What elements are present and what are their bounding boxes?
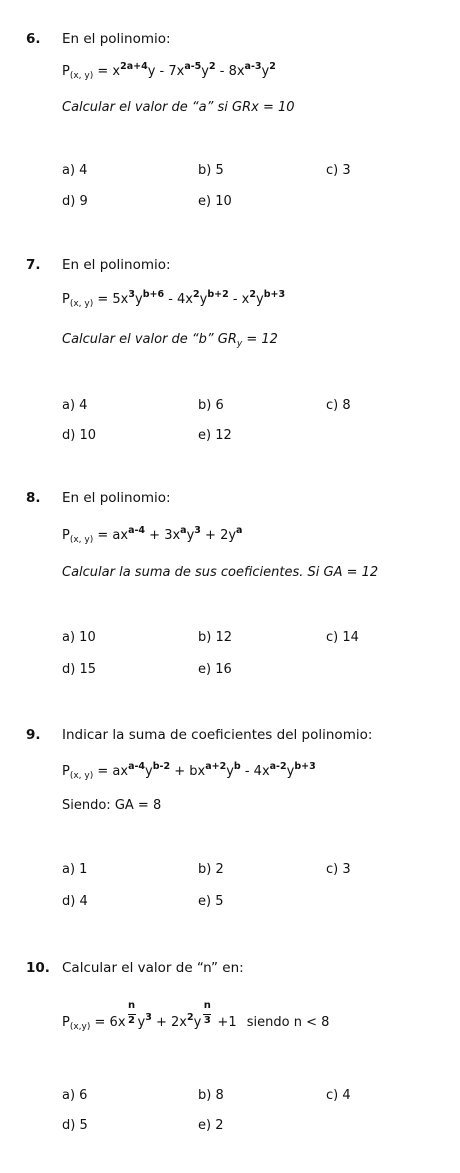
problem-header: En el polinomio: bbox=[62, 490, 171, 506]
problem-number: 8. bbox=[26, 490, 41, 506]
option-b: b) 6 bbox=[198, 398, 224, 413]
option-c: c) 14 bbox=[326, 630, 359, 645]
option-a: a) 4 bbox=[62, 163, 88, 178]
option-e: e) 16 bbox=[198, 662, 232, 677]
option-d: d) 9 bbox=[62, 194, 88, 209]
polynomial-formula: $P_{(x, y)} = 5x^3y^{b+6} - 4x^2y^{b+2} - x^2y^{b+3}$ bbox=[62, 289, 286, 309]
option-d: d) 4 bbox=[62, 894, 88, 909]
option-b: b) 12 bbox=[198, 630, 232, 645]
option-e: e) 5 bbox=[198, 894, 224, 909]
option-a: a) 1 bbox=[62, 862, 88, 877]
polynomial-formula: $P_{(x,y)} = 6x$ $\frac{n}{2}$ $y^3 + 2x^2y$ $\frac{n}{3}$ +1 siendo n < 8 bbox=[62, 1000, 330, 1032]
option-d: d) 15 bbox=[62, 662, 96, 677]
polynomial-formula: $P_{(x, y)} = ax^{a-4}y^{b-2} + bx^{a+2}y^b - 4x^{a-2}y^{b+3}$ bbox=[62, 761, 316, 781]
option-e: e) 12 bbox=[198, 428, 232, 443]
polynomial-formula: $P_{(x, y)} = ax^{a-4} + 3x^ay^3 + 2y^a$ bbox=[62, 525, 243, 545]
polynomial-formula: $P_{(x, y)} = x^{2a+4}y - 7x^{a-5}y^2 - 8x^{a-3}y^2$ bbox=[62, 61, 276, 81]
problem-prompt: Calcular el valor de “a” si GRx = 10 bbox=[62, 100, 295, 115]
option-a: a) 4 bbox=[62, 398, 88, 413]
option-b: b) 5 bbox=[198, 163, 224, 178]
option-b: b) 2 bbox=[198, 862, 224, 877]
option-d: d) 10 bbox=[62, 428, 96, 443]
option-c: c) 4 bbox=[326, 1088, 351, 1103]
option-c: c) 8 bbox=[326, 398, 351, 413]
option-a: a) 10 bbox=[62, 630, 96, 645]
problem-prompt: Calcular la suma de sus coeficientes. Si GA = 12 bbox=[62, 565, 379, 580]
option-c: c) 3 bbox=[326, 862, 351, 877]
problem-number: 6. bbox=[26, 31, 41, 47]
problem-number: 7. bbox=[26, 257, 41, 273]
option-d: d) 5 bbox=[62, 1118, 88, 1133]
option-b: b) 8 bbox=[198, 1088, 224, 1103]
problem-header: En el polinomio: bbox=[62, 31, 171, 47]
option-a: a) 6 bbox=[62, 1088, 88, 1103]
option-c: c) 3 bbox=[326, 163, 351, 178]
problem-header: Calcular el valor de “n” en: bbox=[62, 960, 244, 976]
formula-condition: siendo n < 8 bbox=[246, 1015, 330, 1030]
problem-number: 9. bbox=[26, 727, 41, 743]
option-e: e) 10 bbox=[198, 194, 232, 209]
problem-header: Indicar la suma de coeficientes del polinomio: bbox=[62, 727, 373, 743]
problem-prompt: Calcular el valor de “b” $GR_y = 12$ bbox=[62, 332, 278, 349]
problem-prompt: Siendo: GA = 8 bbox=[62, 798, 162, 813]
problem-header: En el polinomio: bbox=[62, 257, 171, 273]
option-e: e) 2 bbox=[198, 1118, 224, 1133]
problem-number: 10. bbox=[26, 960, 50, 976]
